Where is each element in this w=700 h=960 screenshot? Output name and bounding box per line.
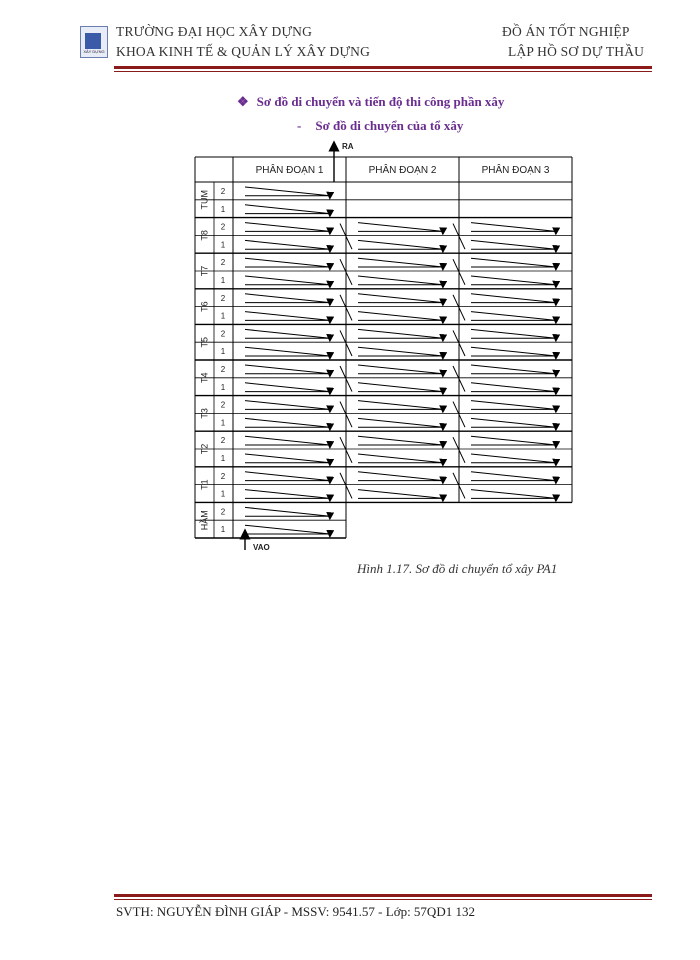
sub-heading-text: Sơ đồ di chuyển của tổ xây <box>315 118 464 133</box>
movement-path <box>245 507 330 516</box>
movement-path <box>245 294 330 303</box>
movement-path <box>358 365 443 374</box>
movement-path <box>471 490 556 499</box>
movement-path <box>471 258 556 267</box>
level-label: 2 <box>220 471 226 481</box>
level-label: 1 <box>220 311 226 321</box>
movement-path <box>245 312 330 321</box>
level-label: 1 <box>220 489 226 499</box>
movement-path <box>471 418 556 427</box>
floor-label: T8 <box>199 230 210 241</box>
movement-path <box>358 294 443 303</box>
entry-label: VAO <box>253 543 270 552</box>
level-label: 2 <box>220 187 226 196</box>
movement-path <box>245 365 330 374</box>
movement-path <box>471 240 556 249</box>
level-label: 1 <box>220 525 226 535</box>
header-topic: LẬP HỒ SƠ DỰ THẦU <box>508 44 645 59</box>
movement-path <box>245 258 330 267</box>
movement-path <box>358 347 443 356</box>
movement-path <box>358 276 443 285</box>
floor-label: HẦM <box>199 510 210 531</box>
movement-path <box>245 525 330 534</box>
movement-path <box>245 347 330 356</box>
movement-path <box>471 312 556 321</box>
figure-caption: Hình 1.17. Sơ đồ di chuyển tổ xây PA1 <box>357 561 558 576</box>
movement-path <box>245 223 330 232</box>
level-label: 2 <box>220 293 226 303</box>
floor-label: T7 <box>199 265 210 277</box>
movement-path <box>245 187 330 196</box>
sub-heading-dash: - <box>297 118 302 133</box>
floor-label: T5 <box>199 336 210 348</box>
movement-path <box>358 223 443 232</box>
header-university: TRƯỜNG ĐẠI HỌC XÂY DỰNG <box>116 24 313 39</box>
level-label: 2 <box>220 436 226 446</box>
level-label: 1 <box>220 418 226 428</box>
level-label: 2 <box>220 222 226 232</box>
movement-path <box>358 490 443 499</box>
logo-text: XÂY DỰNG <box>83 49 105 54</box>
movement-path <box>358 418 443 427</box>
level-label: 1 <box>220 240 226 250</box>
header-faculty: KHOA KINH TẾ & QUẢN LÝ XÂY DỰNG <box>116 44 371 59</box>
movement-path <box>245 240 330 249</box>
movement-path <box>358 472 443 481</box>
level-label: 2 <box>220 400 226 410</box>
movement-path <box>358 258 443 267</box>
diamond-bullet-icon: ❖ <box>237 94 249 109</box>
footer-rule-thin <box>114 899 652 900</box>
movement-path <box>358 240 443 249</box>
header-doc-type: ĐỒ ÁN TỐT NGHIỆP <box>502 24 630 39</box>
diagram-paths <box>245 146 556 550</box>
column-header: PHÂN ĐOẠN 3 <box>481 165 550 176</box>
movement-path <box>358 436 443 445</box>
movement-path <box>471 294 556 303</box>
floor-label: T2 <box>199 443 210 455</box>
movement-path <box>471 365 556 374</box>
movement-path <box>245 383 330 392</box>
exit-label: RA <box>342 142 354 151</box>
section-heading-text: Sơ đồ di chuyển và tiến độ thi công phần xây <box>256 94 505 109</box>
level-label: 1 <box>220 347 226 357</box>
floor-label: T4 <box>199 372 210 384</box>
level-label: 1 <box>220 382 226 392</box>
movement-path <box>471 472 556 481</box>
movement-path <box>245 436 330 445</box>
movement-path <box>245 329 330 338</box>
movement-path <box>471 276 556 285</box>
movement-path <box>471 383 556 392</box>
column-header: PHÂN ĐOẠN 1 <box>255 165 324 176</box>
level-label: 2 <box>220 365 226 374</box>
level-label: 2 <box>220 329 226 339</box>
movement-path <box>471 223 556 232</box>
column-header: PHÂN ĐOẠN 2 <box>368 165 437 176</box>
movement-path <box>471 329 556 338</box>
movement-path <box>245 472 330 481</box>
floor-label: T3 <box>199 408 210 419</box>
movement-path <box>471 436 556 445</box>
footer-text: SVTH: NGUYỄN ĐÌNH GIÁP - MSSV: 9541.57 - Lớp: 57QD1 132 <box>116 904 475 919</box>
level-label: 2 <box>220 507 226 517</box>
movement-path <box>245 454 330 463</box>
movement-path <box>245 276 330 285</box>
movement-path <box>358 383 443 392</box>
movement-path <box>358 312 443 321</box>
floor-label: T1 <box>199 479 210 490</box>
movement-path <box>245 401 330 410</box>
movement-path <box>471 401 556 410</box>
movement-path <box>358 401 443 410</box>
floor-label: TUM <box>199 190 210 210</box>
movement-path <box>358 329 443 338</box>
movement-path <box>471 347 556 356</box>
floor-label: T6 <box>199 301 210 312</box>
movement-path <box>245 418 330 427</box>
movement-path <box>358 454 443 463</box>
movement-path <box>245 205 330 214</box>
level-label: 1 <box>220 276 226 285</box>
movement-path <box>245 490 330 499</box>
level-label: 1 <box>220 204 226 214</box>
movement-path <box>471 454 556 463</box>
level-label: 2 <box>220 258 226 268</box>
footer-rule <box>114 894 652 897</box>
level-label: 1 <box>220 454 226 463</box>
